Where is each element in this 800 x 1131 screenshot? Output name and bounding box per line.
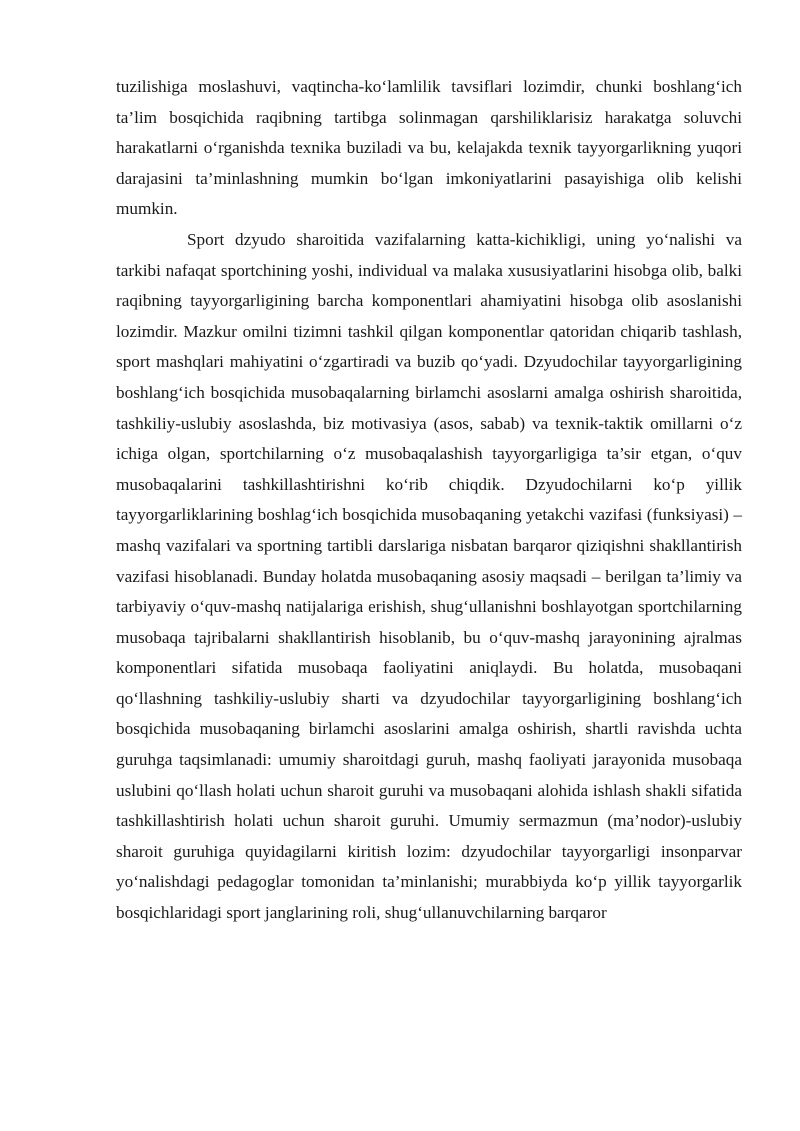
paragraph-sport-dzyudo: Sport dzyudo sharoitida vazifalarning katta-kichikligi, uning yo‘nalishi va tarkibi nafaqat sportchining yoshi, individual va malaka xususiyatlarini hisobga olib, balki raqibning tayyorgarligining barcha komponentlari ahamiyatini hisobga olib asoslanishi lozimdir. Mazkur omilni tizimni tashkil qilgan komponentlar qatoridan chiqarib tashlash, sport mashqlari mahiyatini o‘zgartiradi va buzib qo‘yadi. Dzyudochilar tayyorgarligining boshlang‘ich bosqichida musobaqalarning birlamchi asoslarni amalga oshirish sharoitida, tashkiliy-uslubiy asoslashda, biz motivasiya (asos, sabab) va texnik-taktik omillarni o‘z ichiga olgan, sportchilarning o‘z musobaqalashish tayyorgarligiga ta’sir etgan, o‘quv musobaqalarini tashkillashtirishni ko‘rib chiqdik. Dzyudochilarni ko‘p yillik tayyorgarliklarining boshlag‘ich bosqichida musobaqaning yetakchi vazifasi (funksiyasi) – mashq vazifalari va sportning tartibli darslariga nisbatan barqaror qiziqishni shakllantirish vazifasi hisoblanadi. Bunday holatda musobaqaning asosiy maqsadi – berilgan ta’limiy va tarbiyaviy o‘quv-mashq natijalariga erishish, shug‘ullanishni boshlayotgan sportchilarning musobaqa tajribalarni shakllantirish hisoblanib, bu o‘quv-mashq jarayonining ajralmas komponentlari sifatida musobaqa faoliyatini aniqlaydi. Bu holatda, musobaqani qo‘llashning tashkiliy-uslubiy sharti va dzyudochilar tayyorgarligining boshlang‘ich bosqichida musobaqaning birlamchi asoslarini amalga oshirish, shartli ravishda uchta guruhga taqsimlanadi: umumiy sharoitdagi guruh, mashq faoliyati jarayonida musobaqa uslubini qo‘llash holati uchun sharoit guruhi va musobaqani alohida ishlash shakli sifatida tashkillashtirish holati uchun sharoit guruhi. Umumiy sermazmun (ma’nodor)-uslubiy sharoit guruhiga quyidagilarni kiritish lozim: dzyudochilar tayyorgarligi insonparvar yo‘nalishdagi pedagoglar tomonidan ta’minlanishi; murabbiyda ko‘p yillik tayyorgarlik bosqichlaridagi sport janglarining roli, shug‘ullanuvchilarning barqaror: [116, 229, 742, 923]
text-body: [116, 72, 742, 929]
paragraph-continuation: tuzilishiga moslashuvi, vaqtincha-ko‘lamlilik tavsiflari lozimdir, chunki boshlang‘ich ta’lim bosqichida raqibning tartibga solinmagan qarshiliklarisiz harakatga soluvchi harakatlarni o‘rganishda texnika buziladi va bu, kelajakda texnik tayyorgarlikning yuqori darajasini ta’minlashning mumkin bo‘lgan imkoniyatlarini pasayishiga olib kelishi mumkin.: [116, 77, 742, 219]
